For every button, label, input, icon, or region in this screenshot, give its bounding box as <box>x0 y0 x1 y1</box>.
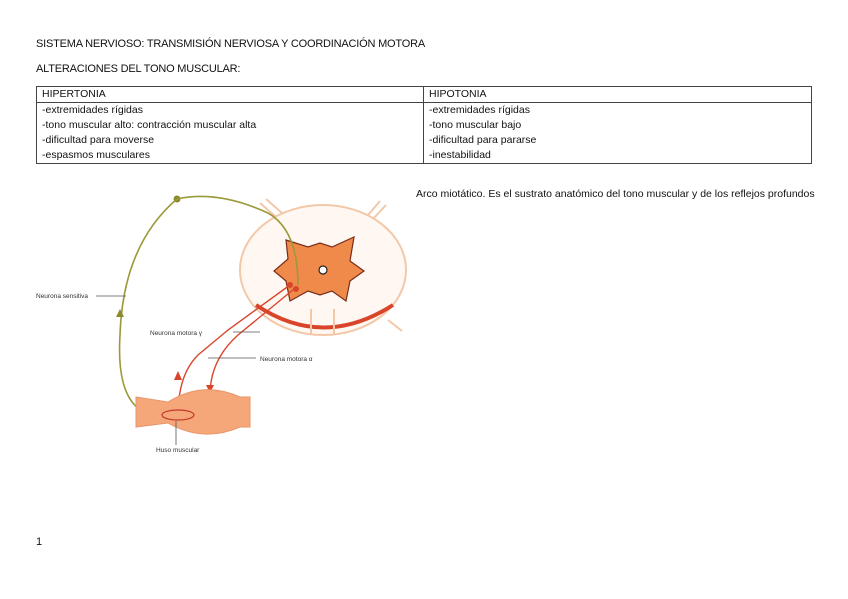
list-item: -dificultad para moverse <box>42 134 155 146</box>
hypertonia-cell <box>37 103 424 164</box>
list-item: -extremidades rígidas <box>429 104 530 116</box>
page-number: 1 <box>36 536 43 548</box>
label-gamma-motor-neuron: Neurona motora γ <box>150 330 203 337</box>
list-item: -dificultad para pararse <box>429 134 537 146</box>
myotatic-arc-diagram <box>28 185 418 470</box>
section-heading: ALTERACIONES DEL TONO MUSCULAR: <box>36 63 241 75</box>
label-alpha-motor-neuron: Neurona motora α <box>260 356 313 363</box>
spinal-cord-illustration <box>240 199 406 335</box>
table-header-hypotonia: HIPOTONIA <box>424 87 812 103</box>
list-item: -extremidades rígidas <box>42 104 143 116</box>
figure-caption: Arco miotático. Es el sustrato anatómico del tono muscular y de los reflejos profundos <box>416 188 815 200</box>
list-item: -tono muscular alto: contracción muscular alta <box>42 119 257 131</box>
table-header-row <box>37 87 812 103</box>
page-title: SISTEMA NERVIOSO: TRANSMISIÓN NERVIOSA Y COORDINACIÓN MOTORA <box>36 38 425 50</box>
table-header-hypertonia: HIPERTONIA <box>37 87 424 103</box>
muscle-illustration <box>136 390 250 435</box>
label-sensory-neuron: Neurona sensitiva <box>36 293 89 300</box>
hypotonia-cell <box>424 103 812 164</box>
list-item: -inestabilidad <box>429 149 491 161</box>
table-row <box>37 103 812 164</box>
muscle-tone-table <box>36 86 812 164</box>
list-item: -espasmos musculares <box>42 149 150 161</box>
label-muscle-spindle: Huso muscular <box>156 447 200 454</box>
list-item: -tono muscular bajo <box>429 119 522 131</box>
